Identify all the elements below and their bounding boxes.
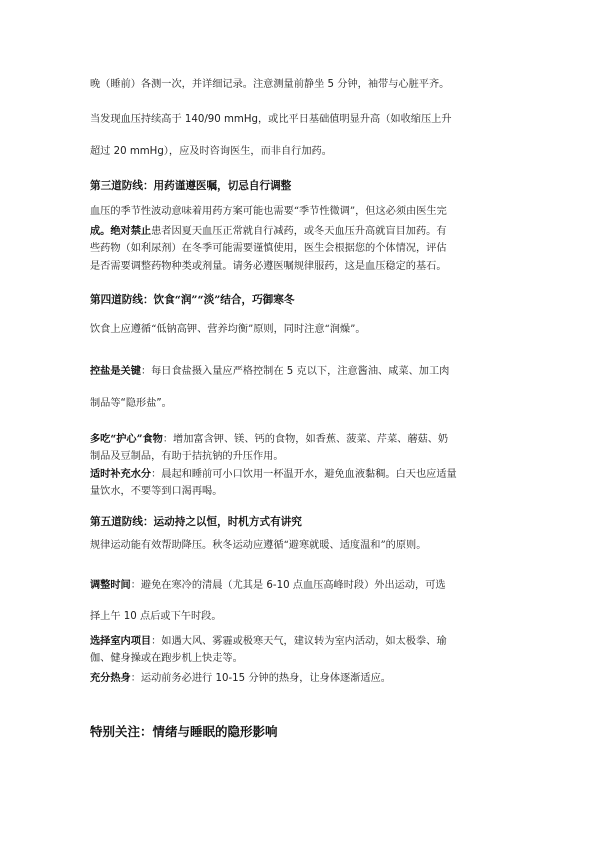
list-item-label: 调整时间 <box>90 580 131 591</box>
section-heading: 第三道防线：用药谨遵医嘱，切忌自行调整 <box>90 180 292 192</box>
list-item-label: 适时补充水分 <box>90 468 152 480</box>
paragraph-line: 超过 20 mmHg），应及时咨询医生，而非自行加药。 <box>90 146 332 157</box>
section-heading: 第五道防线：运动持之以恒，时机方式有讲究 <box>90 516 302 528</box>
list-item-text: ：晨起和睡前可小口饮用一杯温开水，避免血液黏稠。白天也应适量 <box>151 469 457 480</box>
list-item-line <box>90 672 510 686</box>
list-item-text: ：增加富含钾、镁、钙的食物，如香蕉、菠菜、芹菜、蘑菇、奶 <box>162 434 449 445</box>
paragraph-line: 晚（睡前）各测一次，并详细记录。注意测量前静坐 5 分钟，袖带与心脏平齐。 <box>90 79 450 90</box>
list-item-line: 量饮水，不要等到口渴再喝。 <box>90 486 223 497</box>
list-item-line <box>90 634 510 649</box>
section-heading: 特别关注：情绪与睡眠的隐形影响 <box>90 724 278 739</box>
list-item-text: ：每日食盐摄入量应严格控制在 5 克以下，注意酱油、咸菜、加工肉 <box>140 366 450 377</box>
list-item-label: 充分热身 <box>90 673 131 684</box>
paragraph-line: 是否需要调整药物种类或剂量。请务必遵医嘱规律服药，这是血压稳定的基石。 <box>90 261 447 272</box>
list-item-text: ：运动前务必进行 10-15 分钟的热身，让身体逐渐适应。 <box>130 673 391 684</box>
list-item-line: 择上午 10 点后或下午时段。 <box>90 611 222 622</box>
list-item-text: ：避免在寒冷的清晨（尤其是 6-10 点血压高峰时段）外出运动，可选 <box>130 580 446 591</box>
list-item-line <box>90 365 510 379</box>
paragraph-text: 患者因夏天血压正常就自行减药，或冬天血压升高就盲目加药。有 <box>151 226 447 237</box>
paragraph-line <box>90 224 510 239</box>
paragraph-line: 当发现血压持续高于 140/90 mmHg，或比平日基础值明显升高（如收缩压上升 <box>90 114 452 125</box>
emphasis-text: 成。绝对禁止 <box>90 225 152 237</box>
paragraph-line: 些药物（如利尿剂）在冬季可能需要谨慎使用，医生会根据您的个体情况，评估 <box>90 243 447 254</box>
list-item-line <box>90 432 510 447</box>
list-item-text: ：如遇大风、雾霾或极寒天气，建议转为室内活动，如太极拳、瑜 <box>151 636 447 647</box>
paragraph-line: 血压的季节性波动意味着用药方案可能也需要“季节性微调”，但这必须由医生完 <box>90 206 447 217</box>
list-item-label: 控盐是关键 <box>90 366 141 377</box>
paragraph-line: 饮食上应遵循“低钠高钾、营养均衡”原则，同时注意“润燥”。 <box>90 324 366 335</box>
list-item-line: 伽、健身操或在跑步机上快走等。 <box>90 653 243 664</box>
list-item-line <box>90 579 510 593</box>
list-item-line: 制品等“隐形盐”。 <box>90 398 172 409</box>
list-item-label: 选择室内项目 <box>90 635 152 647</box>
paragraph-line: 规律运动能有效帮助降压。秋冬运动应遵循“避寒就暖、适度温和”的原则。 <box>90 540 427 551</box>
list-item-line <box>90 467 510 482</box>
list-item-line: 制品及豆制品，有助于拮抗钠的升压作用。 <box>90 451 284 462</box>
list-item-label: 多吃“护心”食物 <box>90 433 163 445</box>
section-heading: 第四道防线：饮食“润”“淡”结合，巧御寒冬 <box>90 294 295 306</box>
